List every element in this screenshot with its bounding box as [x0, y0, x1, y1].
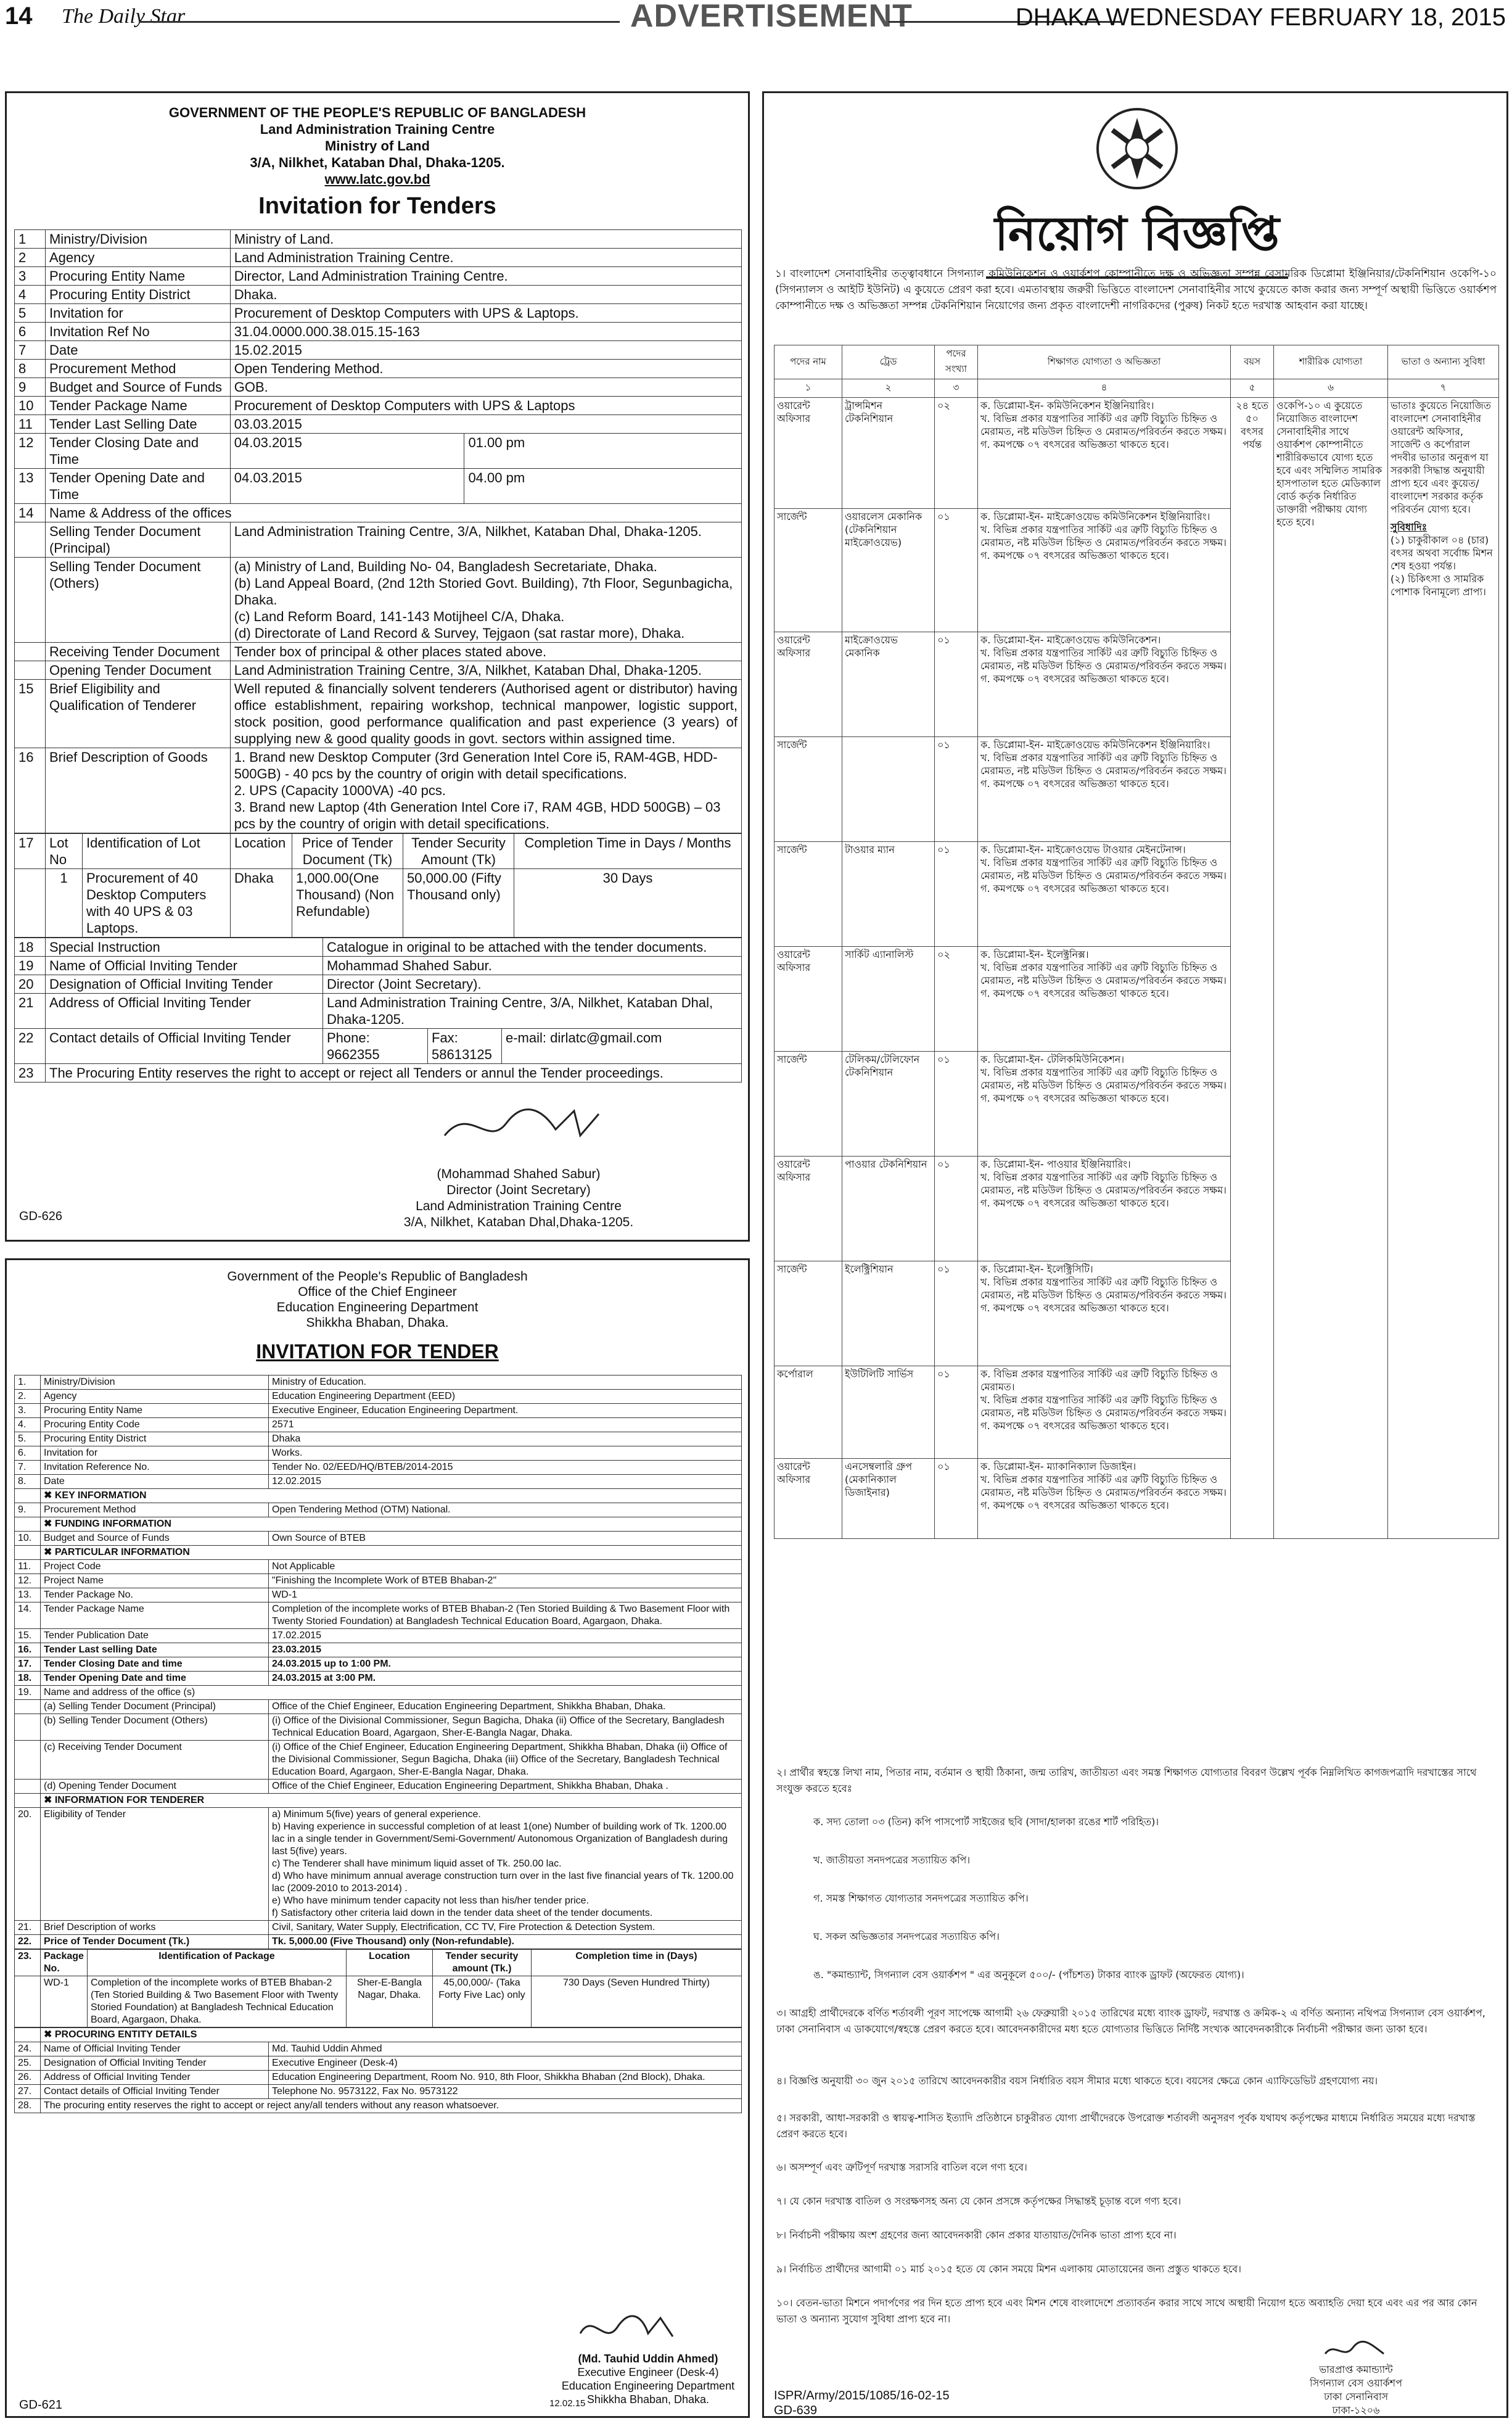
table-row: 5. Procuring Entity District Dhaka	[15, 1432, 742, 1446]
column-header: পদের নাম	[774, 345, 842, 379]
army-para-4: ৪। বিজ্ঞপ্তি অনুযায়ী ৩০ জুন ২০১৫ তারিখে আবেদনকারীর বয়স নির্ধারিত বয়স সীমার মধ্যে থাকতে হবে। বয়সের ক্ষেত্রে কোন এ্যাফিডেভিট গ্রহণযোগ্য নয়।	[776, 2075, 1378, 2087]
table-row: 15 Brief Eligibility and Qualification of Tenderer Well reputed & financially solvent tenderers (Authorised agent or distributor) having office establishment, repairing workshop, technical manpower, logistic support, stock position, good performance qualification and past experience (3 years) of supplying new & good quality goods in govt. sectors within assigned time.	[15, 680, 742, 748]
table-row: 8 Procurement Method Open Tendering Method.	[15, 360, 742, 378]
latc-ref: GD-626	[19, 1210, 63, 1223]
section-title: ADVERTISEMENT	[630, 0, 913, 34]
column-number: ৫	[1231, 379, 1274, 398]
eed-entity-table	[14, 2027, 742, 2113]
table-row: 11. Project Code Not Applicable	[15, 1560, 742, 1574]
table-header-row: 17 Lot No Identification of Lot Location Price of Tender Document (Tk) Tender Security Amount (Tk) Completion Time in Days / Months	[15, 834, 742, 869]
column-number: ৬	[1274, 379, 1388, 398]
header-rule-left	[139, 21, 620, 23]
table-row: 21 Address of Official Inviting Tender Land Administration Training Centre, 3/A, Nilkhet, Kataban Dhal, Dhaka-1205.	[15, 994, 742, 1029]
signature-mark	[574, 2309, 685, 2352]
table-row: কর্পোরাল ইউটিলিটি সার্ভিস ০১ ক. বিভিন্ন প্রকার যন্ত্রপাতির সার্কিট এর ত্রুটি বিচ্যুতি চিহ্নিত ও মেরামত। খ. বিভিন্ন প্রকার যন্ত্রপাতির সার্কিট এর ত্রুটি বিচ্যুতি চিহ্নিত ও মেরামত, নষ্ট মডিউল চিহ্নিত ও মেরামত/পরিবর্তন করতে সক্ষম। গ. কমপক্ষে ০৭ বৎসরের অভিজ্ঞতা থাকতে হবে।	[774, 1366, 1499, 1459]
army-ispr: ISPR/Army/2015/1085/16-02-15	[774, 2389, 950, 2402]
latc-lot-table	[14, 833, 742, 938]
table-row: 12. Project Name "Finishing the Incomplete Work of BTEB Bhaban-2"	[15, 1574, 742, 1588]
eed-sig-date: 12.02.15	[549, 2398, 586, 2409]
army-documents-list	[813, 1814, 1492, 2005]
table-row: ওয়ারেন্ট অফিসার ট্রান্সমিশন টেকনিশিয়ান ০২ ক. ডিপ্লোমা-ইন- কমিউনিকেশন ইঞ্জিনিয়ারিং। খ. বিভিন্ন প্রকার যন্ত্রপাতির সার্কিট এর ত্রুটি বিচ্যুতি চিহ্নিত ও মেরামত, নষ্ট মডিউল চিহ্নিত ও মেরামত/পরিবর্তন করতে সক্ষম। গ. কমপক্ষে ০৭ বৎসরের অভিজ্ঞতা থাকতে হবে। ২৪ হতে ৫০ বৎসর পর্যন্ত ওকেপি-১০ এ কুয়েতে নিয়োজিত বাংলাদেশ সেনাবাহিনীর সাথে ওয়ার্কশপ কোম্পানীতে শারীরিকভাবে যোগ্য হতে হবে এবং সম্মিলিত সামরিক হাসপাতাল হতে মেডিক্যাল বোর্ড কর্তৃক নির্ধারিত ডাক্তারী পরীক্ষায় যোগ্য হতে হবে। ভাতাঃ কুয়েতে নিয়োজিত বাংলাদেশ সেনাবাহিনীর ওয়ারেন্ট অফিসার, সার্জেন্ট ও কর্পোরাল পদবীর ভাতার অনুরূপ যা সরকারী সিদ্ধান্ত অনুযায়ী প্রাপ্য হবে এবং কুয়েত/বাংলাদেশ সরকার কর্তৃক পরিবর্তন যোগ্য হবে। সুবিধাদিঃ (১) চাকুরীকাল ০৪ (চার) বৎসর অথবা সর্বোচ্চ মিশন শেষ হওয়া পর্যন্ত। (২) চিকিৎসা ও সামরিক পোশাক বিনামূল্যে প্রাপ্য।	[774, 398, 1499, 509]
table-row: 24. Name of Official Inviting Tender Md. Tauhid Uddin Ahmed	[15, 2042, 742, 2056]
army-recruitment-ad	[762, 91, 1508, 2418]
table-row: 18. Tender Opening Date and time 24.03.2015 at 3:00 PM.	[15, 1672, 742, 1686]
table-row: 10 Tender Package Name Procurement of Desktop Computers with UPS & Laptops	[15, 397, 742, 415]
table-row: 22 Contact details of Official Inviting Tender Phone: 9662355 Fax: 58613125 e-mail: dirlatc@gmail.com	[15, 1029, 742, 1064]
table-row: 27. Contact details of Official Inviting Tender Telephone No. 9573122, Fax No. 9573122	[15, 2085, 742, 2099]
table-row: 1 Ministry/Division Ministry of Land.	[15, 230, 742, 249]
latc-org: Land Administration Training Centre	[260, 122, 495, 137]
eed-signature-block: (Md. Tauhid Uddin Ahmed) Executive Engineer (Desk-4) Education Engineering Department Shikkha Bhaban, Dhaka.	[561, 2353, 735, 2406]
section-row: ✖ PARTICULAR INFORMATION	[15, 1546, 742, 1560]
army-para-7: ৭। যে কোন দরখাস্ত বাতিল ও সংরক্ষণসহ অন্য যে কোন প্রসঙ্গে কর্তৃপক্ষের সিদ্ধান্তই চূড়ান্ত বলে গণ্য হবে।	[776, 2195, 1181, 2207]
page-header	[0, 0, 1512, 37]
latc-tender-table-2	[14, 938, 742, 1083]
table-row: 7 Date 15.02.2015	[15, 341, 742, 360]
column-header: শারীরিক যোগ্যতা	[1274, 345, 1388, 379]
table-row: 9 Budget and Source of Funds GOB.	[15, 378, 742, 397]
table-row: (a) Selling Tender Document (Principal) Office of the Chief Engineer, Education Engineering Department, Shikkha Bhaban, Dhaka.	[15, 1700, 742, 1714]
eed-tender-ad	[5, 1258, 750, 2418]
table-row: 1. Ministry/Division Ministry of Education.	[15, 1375, 742, 1390]
document-item: ঘ. সকল অভিজ্ঞতার সনদপত্রের সত্যায়িত কপি।	[813, 1931, 1000, 1942]
issue-date: DHAKA WEDNESDAY FEBRUARY 18, 2015	[1015, 4, 1506, 31]
eed-title: INVITATION FOR TENDER	[256, 1340, 499, 1363]
table-row: 20. Eligibility of Tender a) Minimum 5(five) years of general experience. b) Having experience in successful completion of at least 1(one) Number of building work of Tk. 1200.00 lac in a single tender in Government/Semi-Government/ Autonomous Organization of Bangladesh during last 5(five) years. c) The Tenderer shall have minimum liquid asset of Tk. 250.00 lac. d) Who have minimum annual average construction turn over in the last five financial years of Tk. 1200.00 lac (2009-2010 to 2013-2014) . e) Who have minimum tender capacity not less than his/her tender price. f) Satisfactory other criteria laid down in the tender data sheet of the tender documents.	[15, 1808, 742, 1921]
document-item: গ. সমস্ত শিক্ষাগত যোগ্যতার সনদপত্রের সত্যায়িত কপি।	[813, 1892, 1029, 1904]
table-row: Opening Tender Document Land Administration Training Centre, 3/A, Nilkhet, Kataban Dhal, Dhaka-1205.	[15, 661, 742, 680]
table-row: ওয়ারেন্ট অফিসার মাইক্রোওয়েভ মেকানিক ০১ ক. ডিপ্লোমা-ইন- মাইক্রোওয়েভ কমিউনিকেশন। খ. বিভিন্ন প্রকার যন্ত্রপাতির সার্কিট এর ত্রুটি বিচ্যুতি চিহ্নিত ও মেরামত, নষ্ট মডিউল চিহ্নিত ও মেরামত/পরিবর্তন করতে সক্ষম। গ. কমপক্ষে ০৭ বৎসরের অভিজ্ঞতা থাকতে হবে।	[774, 632, 1499, 737]
table-row: ওয়ারেন্ট অফিসার সার্কিট এ্যানালিস্ট ০২ ক. ডিপ্লোমা-ইন- ইলেক্ট্রনিক্স। খ. বিভিন্ন প্রকার যন্ত্রপাতির সার্কিট এর ত্রুটি বিচ্যুতি চিহ্নিত ও মেরামত, নষ্ট মডিউল চিহ্নিত ও মেরামত/পরিবর্তন করতে সক্ষম। গ. কমপক্ষে ০৭ বৎসরের অভিজ্ঞতা থাকতে হবে।	[774, 947, 1499, 1052]
table-row: 18 Special Instruction Catalogue in original to be attached with the tender documents.	[15, 938, 742, 957]
army-para-6: ৬। অসম্পূর্ণ এবং ত্রুটিপূর্ণ দরখাস্ত সরাসরি বাতিল বলে গণ্য হবে।	[776, 2161, 1027, 2173]
table-row: Receiving Tender Document Tender box of principal & other places stated above.	[15, 643, 742, 661]
table-row: 25. Designation of Official Inviting Tender Executive Engineer (Desk-4)	[15, 2056, 742, 2071]
table-row: WD-1 Completion of the incomplete works of BTEB Bhaban-2 (Ten Storied Building & Two Basement Floor with Twenty Storied Foundation) at Bangladesh Technical Education Board, Agargaon, Dhaka. Sher-E-Bangla Nagar, Dhaka. 45,00,000/- (Taka Forty Five Lac) only 730 Days (Seven Hundred Thirty)	[15, 1976, 742, 2027]
table-row: 26. Address of Official Inviting Tender Education Engineering Department, Room No. 910, 8th Floor, Shikkha Bhaban (2nd Block), Dhaka.	[15, 2071, 742, 2085]
latc-title: Invitation for Tenders	[258, 193, 496, 219]
eed-tender-table	[14, 1375, 742, 1949]
page-number: 14	[5, 2, 33, 30]
section-row: ✖ INFORMATION FOR TENDERER	[15, 1794, 742, 1808]
table-row: 19 Name of Official Inviting Tender Mohammad Shahed Sabur.	[15, 957, 742, 975]
signature-mark	[432, 1099, 617, 1154]
eed-package-table	[14, 1949, 742, 2027]
table-row: 1 Procurement of 40 Desktop Computers with 40 UPS & 03 Laptops. Dhaka 1,000.00(One Thousand) (Non Refundable) 50,000.00 (Fifty Thousand only) 30 Days	[15, 869, 742, 938]
table-number-row	[774, 379, 1499, 398]
table-row: 14. Tender Package Name Completion of the incomplete works of BTEB Bhaban-2 (Ten Storied Building & Two Basement Floor with Twenty Storied Foundation) at Bangladesh Technical Education Board, Agargaon, Dhaka.	[15, 1602, 742, 1629]
eed-office: Office of the Chief Engineer	[298, 1285, 457, 1299]
table-row: 2 Agency Land Administration Training Centre.	[15, 249, 742, 267]
table-row: সার্জেন্ট টেলিকম/টেলিফোন টেকনিশিয়ান ০১ ক. ডিপ্লোমা-ইন- টেলিকমিউনিকেশন। খ. বিভিন্ন প্রকার যন্ত্রপাতির সার্কিট এর ত্রুটি বিচ্যুতি চিহ্নিত ও মেরামত, নষ্ট মডিউল চিহ্নিত ও মেরামত/পরিবর্তন করতে সক্ষম। গ. কমপক্ষে ০৭ বৎসরের অভিজ্ঞতা থাকতে হবে।	[774, 1052, 1499, 1157]
table-row: 20 Designation of Official Inviting Tender Director (Joint Secretary).	[15, 975, 742, 994]
army-para-9: ৯। নির্বাচিত প্রার্থীদের আগামী ০১ মার্চ ২০১৫ হতে যে কোন সময়ে মিশন এলাকায় মোতায়েনের জন্য প্রস্তুত থাকতে হবে।	[776, 2263, 1241, 2275]
table-row: 6 Invitation Ref No 31.04.0000.000.38.015.15-163	[15, 323, 742, 341]
table-row: 16 Brief Description of Goods 1. Brand new Desktop Computer (3rd Generation Intel Core i5, RAM-4GB, HDD-500GB) - 40 pcs by the country of origin with detail specifications. 2. UPS (Capacity 1000VA) -40 pcs. 3. Brand new Laptop (4th Generation Intel Core i7, RAM 4GB, HDD 500GB) – 03 pcs by the country of origin with detail specifications.	[15, 748, 742, 833]
table-header-row	[774, 345, 1499, 379]
column-header: ট্রেড	[842, 345, 935, 379]
army-para-3: ৩। আগ্রহী প্রার্থীদেরকে বর্ণিত শর্তাবলী পূরণ সাপেক্ষে আগামী ২৬ ফেব্রুয়ারী ২০১৫ তারিখের মধ্যে ব্যাংক ড্রাফট, দরখাস্ত ও ক্রমিক-২ এ বর্ণিত অন্যান্য নথিপত্র সিগন্যাল বেস ওয়ার্কশপ, ঢাকা সেনানিবাস এ ডাকযোগে/স্বহস্তে প্রেরণ করতে হবে। আবেদনকারীদের মধ্য হতে যোগ্যতার ভিত্তিতে নির্দিষ্ট সংখ্যক আবেদনকারীকে নির্বাচনী পরীক্ষার জন্য ডাকা হবে।	[776, 2007, 1485, 2035]
document-item: ঙ. "কমান্ড্যান্ট, সিগন্যাল বেস ওয়ার্কশপ " এর অনুকূলে ৫০০/- (পাঁচশত) টাকার ব্যাংক ড্রাফট (অফেরত যোগ্য)।	[813, 1969, 1244, 1981]
signature-mark	[1319, 2338, 1393, 2363]
table-row: 17. Tender Closing Date and time 24.03.2015 up to 1:00 PM.	[15, 1657, 742, 1672]
column-number: ৩	[935, 379, 978, 398]
paper-name: The Daily Star	[62, 5, 186, 28]
table-row: 14 Name & Address of the offices	[15, 504, 742, 522]
army-ref: GD-639	[774, 2404, 818, 2417]
document-item: খ. জাতীয়তা সনদপত্রের সত্যায়িত কপি।	[813, 1854, 971, 1866]
latc-tender-ad	[5, 91, 750, 1242]
table-row: (d) Opening Tender Document Office of the Chief Engineer, Education Engineering Department, Shikkha Bhaban, Dhaka .	[15, 1780, 742, 1794]
table-row: 9. Procurement Method Open Tendering Method (OTM) National.	[15, 1503, 742, 1517]
table-row: 4. Procuring Entity Code 2571	[15, 1418, 742, 1432]
army-intro: ১। বাংলাদেশ সেনাবাহিনীর তত্ত্বাবধানে সিগন্যাল কমিউনিকেশন ও ওয়ার্কশপ কোম্পানীতে দক্ষ ও অভিজ্ঞতা সম্পন্ন বেসামরিক ডিপ্লোমা ইঞ্জিনিয়ার/টেকনিশিয়ান ওকেপি-১০ (সিগন্যালস ও আইটি ইউনিট) এ কুয়েতে প্রেরণ করা হবে। এমতাবস্থায় জরুরী ভিত্তিতে বাংলাদেশ সেনাবাহিনীর সাথে কুয়েতে কাজ করার জন্য সম্পূর্ণ অস্থায়ী ভিত্তিতে ওয়ার্কশপ কোম্পানীতে দক্ষ ও অভিজ্ঞতা সম্পন্ন টেকনিশিয়ান নিয়োগের জন্য প্রকৃত বাংলাদেশী নাগরিকদের (পুরুষ) নিকট হতে দরখাস্ত আহবান করা যাচ্ছে।	[775, 268, 1497, 312]
table-row: সার্জেন্ট ০১ ক. ডিপ্লোমা-ইন- মাইক্রোওয়েভ কমিউনিকেশন ইঞ্জিনিয়ারিং। খ. বিভিন্ন প্রকার যন্ত্রপাতির সার্কিট এর ত্রুটি বিচ্যুতি চিহ্নিত ও মেরামত, নষ্ট মডিউল চিহ্নিত ও মেরামত/পরিবর্তন করতে সক্ষম। গ. কমপক্ষে ০৭ বৎসরের অভিজ্ঞতা থাকতে হবে।	[774, 737, 1499, 842]
section-row: ✖ PROCURING ENTITY DETAILS	[15, 2028, 742, 2042]
column-number: ২	[842, 379, 935, 398]
table-row: সার্জেন্ট টাওয়ার ম্যান ০১ ক. ডিপ্লোমা-ইন- মাইক্রোওয়েভ টাওয়ার মেইনটেনান্স। খ. বিভিন্ন প্রকার যন্ত্রপাতির সার্কিট এর ত্রুটি বিচ্যুতি চিহ্নিত ও মেরামত, নষ্ট মডিউল চিহ্নিত ও মেরামত/পরিবর্তন করতে সক্ষম। গ. কমপক্ষে ০৭ বৎসরের অভিজ্ঞতা থাকতে হবে।	[774, 842, 1499, 947]
latc-ministry: Ministry of Land	[325, 138, 430, 154]
army-title: নিয়োগ বিজ্ঞপ্তি	[986, 198, 1288, 279]
table-row: 6. Invitation for Works.	[15, 1446, 742, 1461]
latc-website[interactable]: www.latc.gov.bd	[324, 171, 430, 187]
table-row: 3. Procuring Entity Name Executive Engineer, Education Engineering Department.	[15, 1404, 742, 1418]
table-row: 28. The procuring entity reserves the right to accept or reject any/all tenders without any reason whatsoever.	[15, 2099, 742, 2113]
column-header: ভাতা ও অন্যান্য সুবিধা	[1388, 345, 1499, 379]
army-signature-block: ভারপ্রাপ্ত কমান্ড্যান্ট সিগন্যাল বেস ওয়ার্কশপ ঢাকা সেনানিবাস ঢাকা-১২০৬	[1310, 2364, 1402, 2416]
table-row: 2. Agency Education Engineering Department (EED)	[15, 1390, 742, 1404]
table-row: 23 The Procuring Entity reserves the right to accept or reject all Tenders or annul the Tender proceedings.	[15, 1064, 742, 1083]
table-row: 5 Invitation for Procurement of Desktop Computers with UPS & Laptops.	[15, 304, 742, 323]
table-row: ওয়ারেন্ট অফিসার এনসেম্বলারি গ্রুপ (মেকানিক্যাল ডিজাইনার) ০১ ক. ডিপ্লোমা-ইন- ম্যাকানিক্যাল ডিজাইন। খ. বিভিন্ন প্রকার যন্ত্রপাতির সার্কিট এর ত্রুটি বিচ্যুতি চিহ্নিত ও মেরামত, নষ্ট মডিউল চিহ্নিত ও মেরামত/পরিবর্তন করতে সক্ষম। গ. কমপক্ষে ০৭ বৎসরের অভিজ্ঞতা থাকতে হবে।	[774, 1459, 1499, 1539]
column-header: শিক্ষাগত যোগ্যতা ও অভিজ্ঞতা	[978, 345, 1231, 379]
column-number: ৭	[1388, 379, 1499, 398]
table-row: 13 Tender Opening Date and Time 04.03.2015 04.00 pm	[15, 469, 742, 504]
latc-gov: GOVERNMENT OF THE PEOPLE'S REPUBLIC OF BANGLADESH	[168, 105, 586, 120]
section-row: ✖ FUNDING INFORMATION	[15, 1517, 742, 1532]
table-row: সার্জেন্ট ওয়ারলেস মেকানিক (টেকনিশিয়ান মাইক্রোওয়েভ) ০১ ক. ডিপ্লোমা-ইন- মাইক্রোওয়েভ কমিউনিকেশন ইঞ্জিনিয়ারিং। খ. বিভিন্ন প্রকার যন্ত্রপাতির সার্কিট এর ত্রুটি বিচ্যুতি চিহ্নিত ও মেরামত, নষ্ট মডিউল চিহ্নিত ও মেরামত/পরিবর্তন করতে সক্ষম। গ. কমপক্ষে ০৭ বৎসরের অভিজ্ঞতা থাকতে হবে।	[774, 509, 1499, 632]
army-para-10: ১০। বেতন-ভাতা মিশনে পদার্পণের পর দিন হতে প্রাপ্য হবে এবং মিশন শেষে বাংলাদেশে প্রত্যাবর্তন করার সাথে সাথে অস্থায়ী নিয়োগ হতে অব্যাহতি দেয়া হবে এবং এর পর আর কোন ভাতা ও অন্যান্য সুযোগ সুবিধা প্রাপ্য হবে না।	[776, 2297, 1477, 2325]
table-row: ওয়ারেন্ট অফিসার পাওয়ার টেকনিশিয়ান ০১ ক. ডিপ্লোমা-ইন- পাওয়ার ইঞ্জিনিয়ারিং। খ. বিভিন্ন প্রকার যন্ত্রপাতির সার্কিট এর ত্রুটি বিচ্যুতি চিহ্নিত ও মেরামত, নষ্ট মডিউল চিহ্নিত ও মেরামত/পরিবর্তন করতে সক্ষম। গ. কমপক্ষে ০৭ বৎসরের অভিজ্ঞতা থাকতে হবে।	[774, 1157, 1499, 1261]
eed-gov: Government of the People's Republic of Bangladesh	[227, 1269, 528, 1284]
table-row: (b) Selling Tender Document (Others) (i) Office of the Divisional Commissioner, Segun Bagicha, Dhaka (ii) Office of the Secretary, Bangladesh Technical Education Board, Agargaon, Sher-E-Bangla Nagar, Dhaka.	[15, 1714, 742, 1741]
army-para-5: ৫। সরকারী, আধা-সরকারী ও স্বায়ত্ব-শাসিত ইত্যাদি প্রতিষ্ঠানে চাকুরীরত যোগ্য প্রার্থীদেরকে উপরোক্ত শর্তাবলী অনুসরণ পূর্বক যথাযথ কর্তৃপক্ষের মাধ্যমে নির্ধারিত সময়ের মধ্যে দরখাস্ত প্রেরণ করতে হবে।	[776, 2112, 1476, 2140]
column-header: পদের সংখ্যা	[935, 345, 978, 379]
table-row: 15. Tender Publication Date 17.02.2015	[15, 1629, 742, 1643]
latc-tender-table	[14, 229, 742, 833]
table-row: 22. Price of Tender Document (Tk.) Tk. 5,000.00 (Five Thousand) only (Non-refundable).	[15, 1935, 742, 1949]
table-row: 8. Date 12.02.2015	[15, 1475, 742, 1489]
army-para-2: ২। প্রার্থীর স্বহস্তে লিখা নাম, পিতার নাম, বর্তমান ও স্থায়ী ঠিকানা, জন্ম তারিখ, জাতীয়তা এবং সমস্ত শিক্ষাগত যোগ্যতার বিবরণ উল্লেখ পূর্বক নিম্নলিখিত কাগজপত্রাদি দরখাস্তের সাথে সংযুক্ত করতে হবেঃ	[776, 1767, 1477, 1794]
table-row: (c) Receiving Tender Document (i) Office of the Chief Engineer, Education Engineering Department, Shikkha Bhaban, Dhaka (ii) Office of the Divisional Commissioner, Segun Bagicha, Dhaka (iii) Office of the Secretary, Bangladesh Technical Education Board, Agargaon, Sher-E-Bangla Nagar, Dhaka.	[15, 1741, 742, 1780]
table-row: 10. Budget and Source of Funds Own Source of BTEB	[15, 1532, 742, 1546]
table-row: Selling Tender Document (Others) (a) Ministry of Land, Building No- 04, Bangladesh Secretariate, Dhaka. (b) Land Appeal Board, (2nd 12th Storied Govt. Building), 7th Floor, Segunbagicha, Dhaka. (c) Land Reform Board, 141-143 Motijheel C/A, Dhaka. (d) Directorate of Land Record & Survey, Tejgaon (sat rastar more), Dhaka.	[15, 558, 742, 643]
document-item: ক. সদ্য তোলা ০৩ (তিন) কপি পাসপোর্ট সাইজের ছবি (সাদা/হালকা রঙের শার্ট পরিহিত)।	[813, 1816, 1159, 1828]
table-row: 12 Tender Closing Date and Time 04.03.2015 01.00 pm	[15, 434, 742, 469]
latc-signature-block: (Mohammad Shahed Sabur) Director (Joint Secretary) Land Administration Training Centre 3/A, Nilkhet, Kataban Dhal,Dhaka-1205.	[403, 1167, 634, 1229]
table-row: 7. Invitation Reference No. Tender No. 02/EED/HQ/BTEB/2014-2015	[15, 1461, 742, 1475]
eed-address: Shikkha Bhaban, Dhaka.	[306, 1316, 449, 1330]
table-row: সার্জেন্ট ইলেক্ট্রিশিয়ান ০১ ক. ডিপ্লোমা-ইন- ইলেক্ট্রিসিটি। খ. বিভিন্ন প্রকার যন্ত্রপাতির সার্কিট এর ত্রুটি বিচ্যুতি চিহ্নিত ও মেরামত, নষ্ট মডিউল চিহ্নিত ও মেরামত/পরিবর্তন করতে সক্ষম। গ. কমপক্ষে ০৭ বৎসরের অভিজ্ঞতা থাকতে হবে।	[774, 1261, 1499, 1366]
table-header-row: 23. Package No. Identification of Package Location Tender security amount (Tk.) Completion time in (Days)	[15, 1950, 742, 1976]
latc-address: 3/A, Nilkhet, Kataban Dhal, Dhaka-1205.	[250, 155, 505, 170]
table-row: 13. Tender Package No. WD-1	[15, 1588, 742, 1602]
table-row: Selling Tender Document (Principal) Land Administration Training Centre, 3/A, Nilkhet, Kataban Dhal, Dhaka-1205.	[15, 522, 742, 558]
eed-dept: Education Engineering Department	[276, 1300, 479, 1314]
table-row: 21. Brief Description of works Civil, Sanitary, Water Supply, Electrification, CC TV, Fire Protection & Detection System.	[15, 1921, 742, 1935]
column-number: ৪	[978, 379, 1231, 398]
column-header: বয়স	[1231, 345, 1274, 379]
column-number: ১	[774, 379, 842, 398]
table-row: 16. Tender Last selling Date 23.03.2015	[15, 1643, 742, 1657]
army-para-8: ৮। নির্বাচনী পরীক্ষায় অংশ গ্রহণের জন্য আবেদনকারী কোন প্রকার যাতায়াত/দৈনিক ভাতা প্রাপ্য হবে না।	[776, 2229, 1177, 2241]
table-row: 19. Name and address of the office (s)	[15, 1686, 742, 1700]
eed-ref: GD-621	[19, 2398, 63, 2412]
table-row: 4 Procuring Entity District Dhaka.	[15, 286, 742, 304]
table-row: 3 Procuring Entity Name Director, Land Administration Training Centre.	[15, 267, 742, 286]
army-emblem-icon	[1094, 105, 1180, 192]
table-row: 11 Tender Last Selling Date 03.03.2015	[15, 415, 742, 434]
army-jobs-table	[774, 345, 1499, 1539]
section-row: ✖ KEY INFORMATION	[15, 1489, 742, 1503]
